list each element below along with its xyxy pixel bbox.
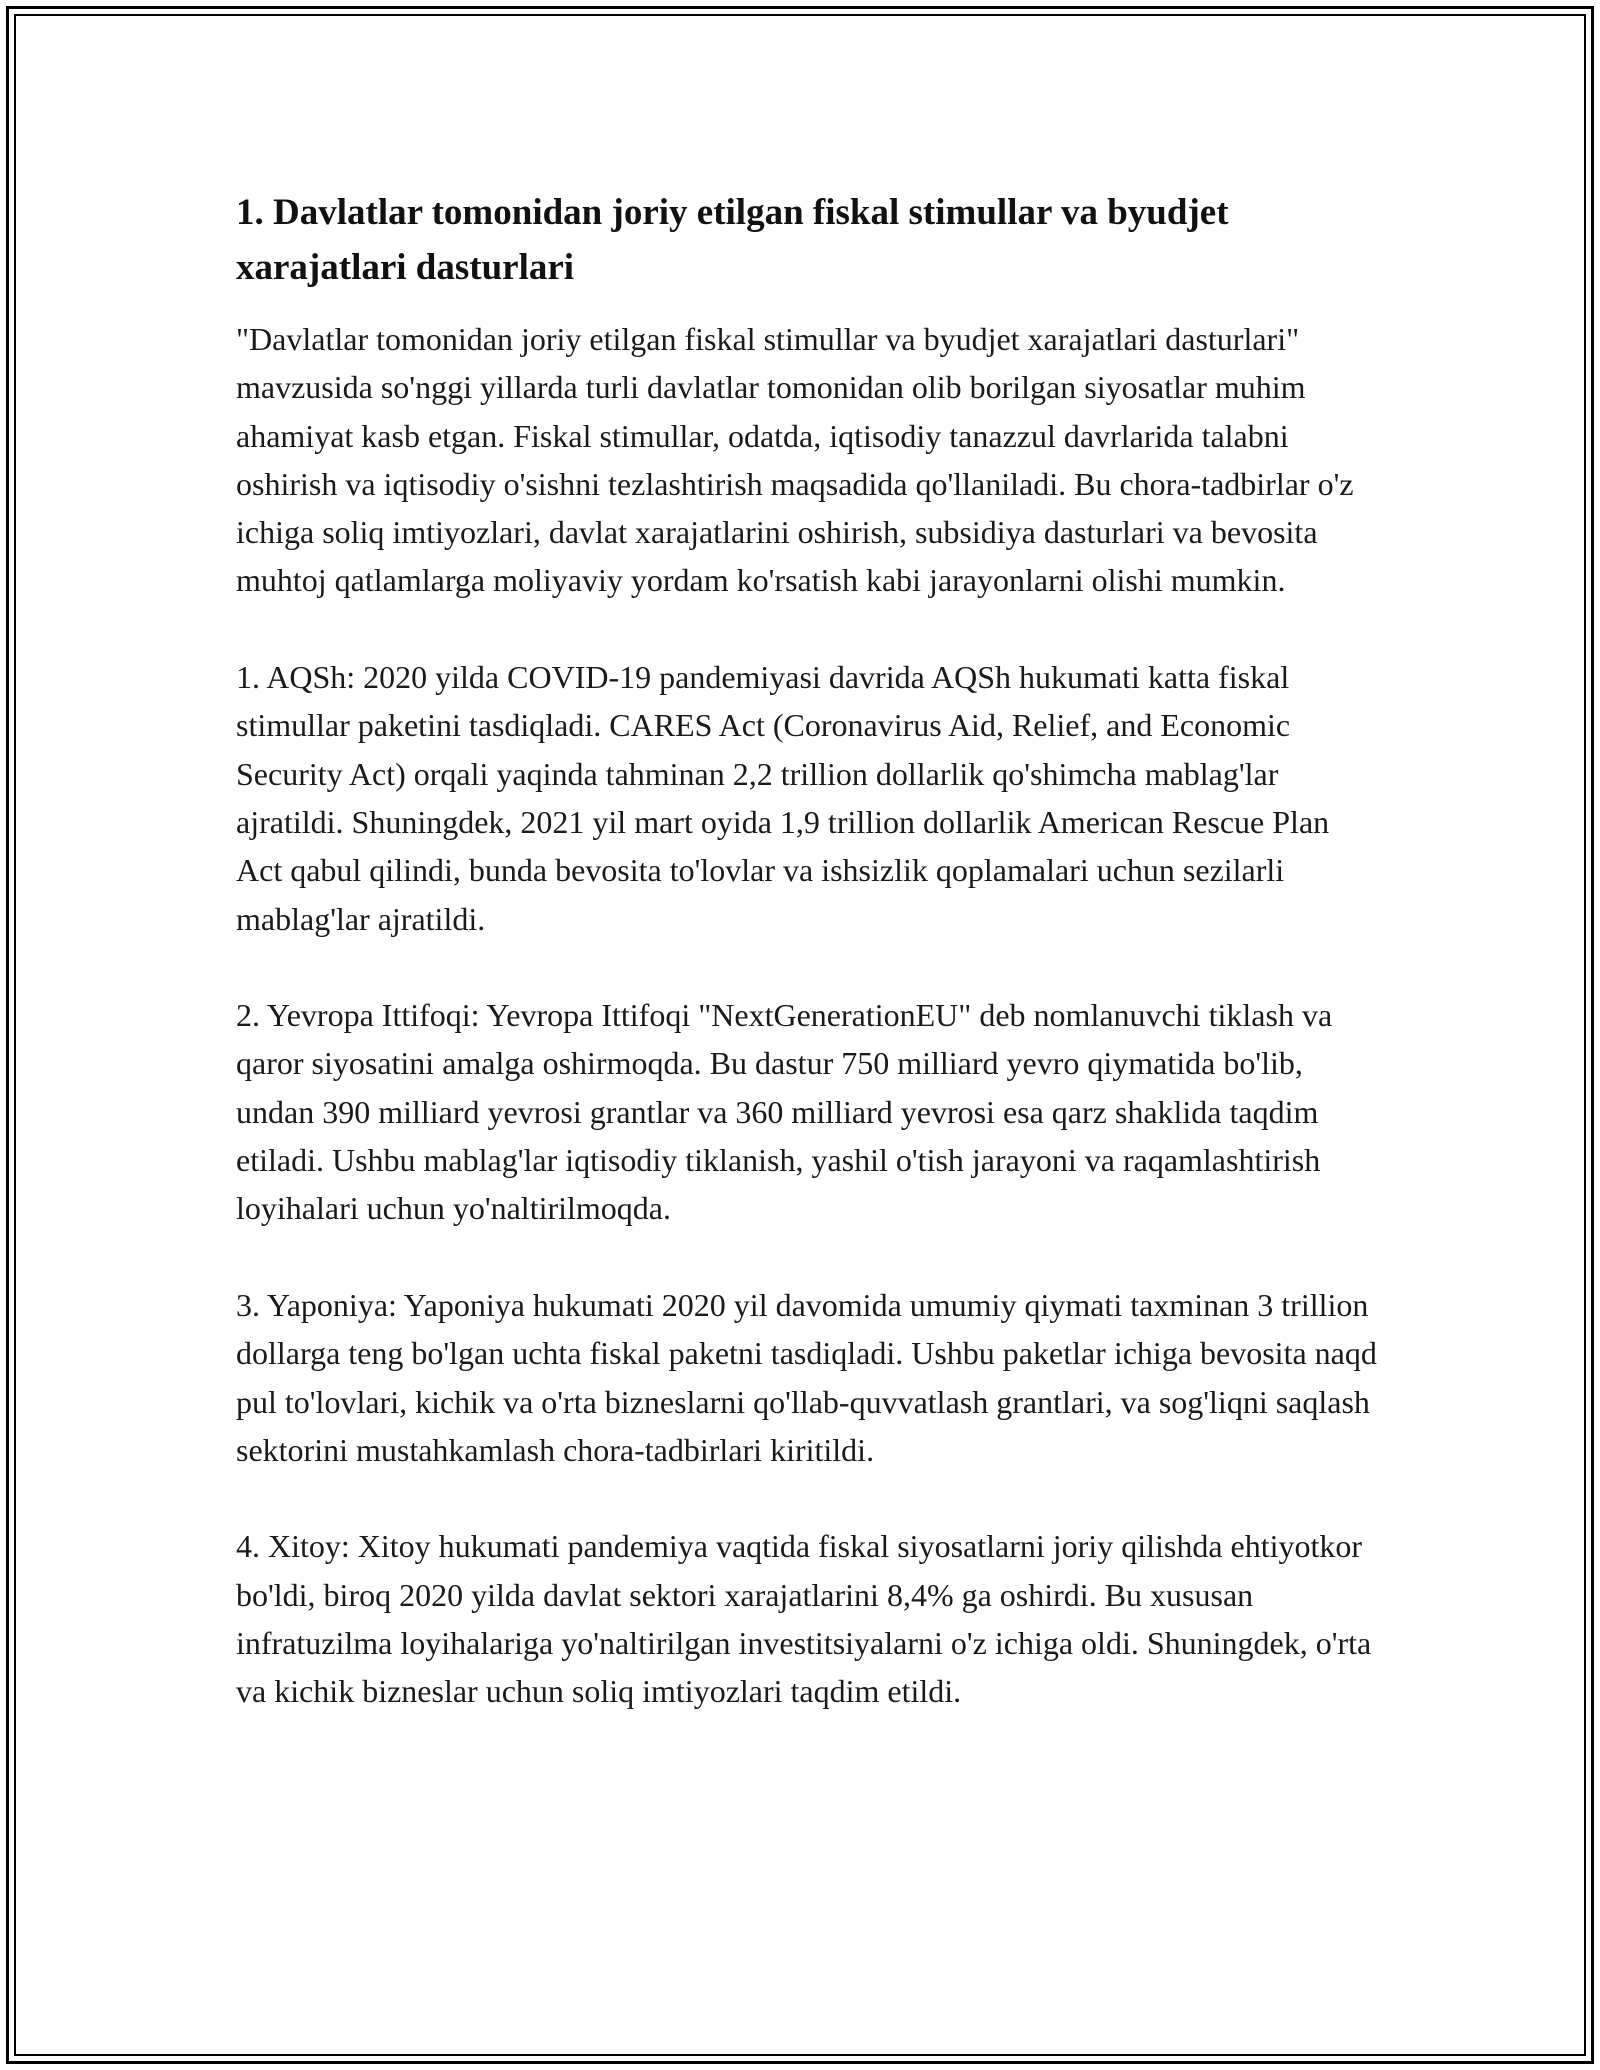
document-body xyxy=(236,185,1381,1764)
intro-paragraph: "Davlatlar tomonidan joriy etilgan fiskal stimullar va byudjet xarajatlari dasturlari" mavzusida so'nggi yillarda turli davlatlar tomonidan olib borilgan siyosatlar muhim ahamiyat kasb etgan. Fiskal stimullar, odatda, iqtisodiy tanazzul davrlarida talabni oshirish va iqtisodiy o'sishni tezlashtirish maqsadida qo'llaniladi. Bu chora-tadbirlar o'z ichiga soliq imtiyozlari, davlat xarajatlarini oshirish, subsidiya dasturlari va bevosita muhtoj qatlamlarga moliyaviy yordam ko'rsatish kabi jarayonlarni olishi mumkin. xyxy=(236,321,1354,599)
section-heading: 1. Davlatlar tomonidan joriy etilgan fiskal stimullar va byudjet xarajatlari dasturlari xyxy=(236,192,1229,288)
paragraph-japan: 3. Yaponiya: Yaponiya hukumati 2020 yil davomida umumiy qiymati taxminan 3 trillion dollarga teng bo'lgan uchta fiskal paketni tasdiqladi. Ushbu paketlar ichiga bevosita naqd pul to'lovlari, kichik va o'rta bizneslarni qo'llab-quvvatlash grantlari, va sog'liqni saqlash sektorini mustahkamlash chora-tadbirlari kiritildi. xyxy=(236,1286,1377,1468)
paragraph-china: 4. Xitoy: Xitoy hukumati pandemiya vaqtida fiskal siyosatlarni joriy qilishda ehtiyotkor bo'ldi, biroq 2020 yilda davlat sektori xarajatlarini 8,4% ga oshirdi. Bu xususan infratuzilma loyihalariga yo'naltirilgan investitsiyalarni o'z ichiga oldi. Shuningdek, o'rta va kichik bizneslar uchun soliq imtiyozlari taqdim etildi. xyxy=(236,1528,1372,1710)
paragraph-usa: 1. AQSh: 2020 yilda COVID-19 pandemiyasi davrida AQSh hukumati katta fiskal stimullar paketini tasdiqladi. CARES Act (Coronavirus Aid, Relief, and Economic Security Act) orqali yaqinda tahminan 2,2 trillion dollarlik qo'shimcha mablag'lar ajratildi. Shuningdek, 2021 yil mart oyida 1,9 trillion dollarlik American Rescue Plan Act qabul qilindi, bunda bevosita to'lovlar va ishsizlik qoplamalari uchun sezilarli mablag'lar ajratildi. xyxy=(236,659,1330,937)
paragraph-eu: 2. Yevropa Ittifoqi: Yevropa Ittifoqi "NextGenerationEU" deb nomlanuvchi tiklash va qaror siyosatini amalga oshirmoqda. Bu dastur 750 milliard yevro qiymatida bo'lib, undan 390 milliard yevrosi grantlar va 360 milliard yevrosi esa qarz shaklida taqdim etiladi. Ushbu mablag'lar iqtisodiy tiklanish, yashil o'tish jarayoni va raqamlashtirish loyihalari uchun yo'naltirilmoqda. xyxy=(236,997,1333,1227)
